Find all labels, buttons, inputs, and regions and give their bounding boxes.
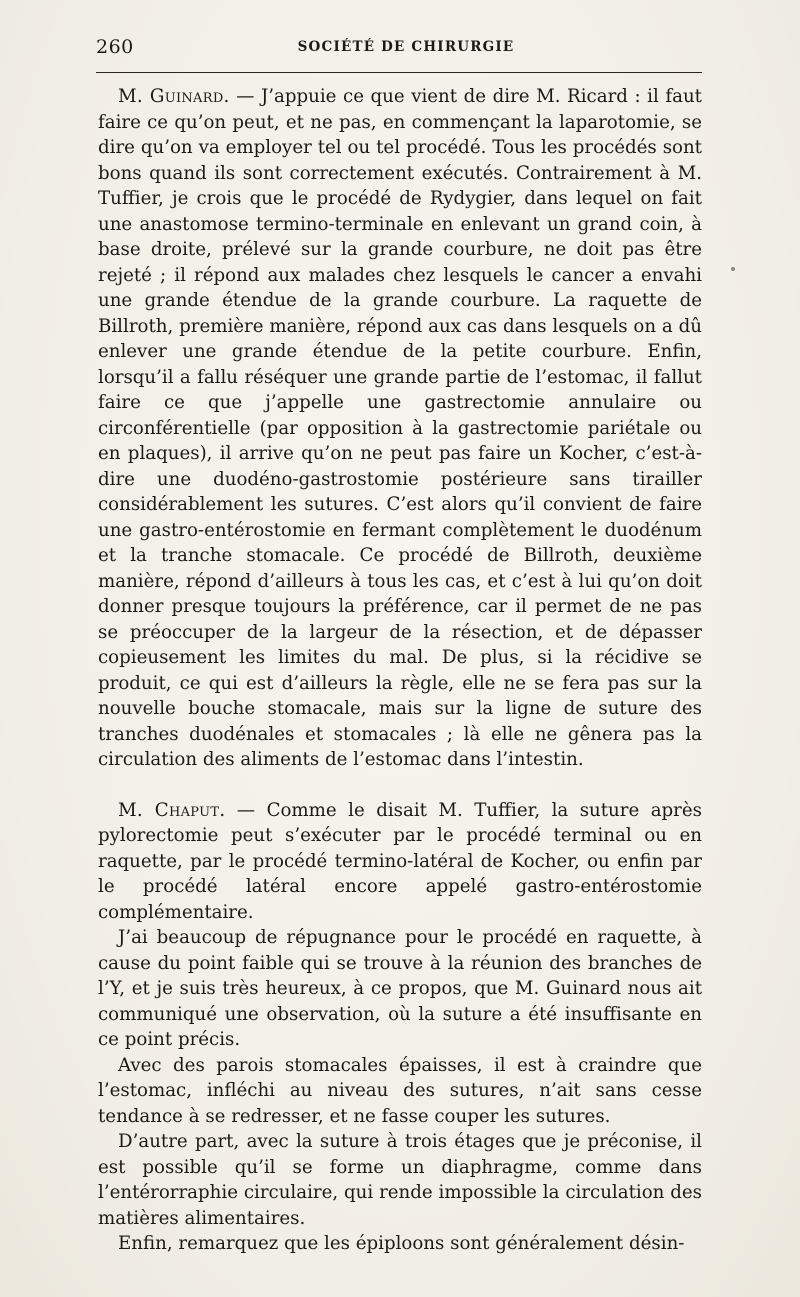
speaker-chaput: M. Chaput. — [118, 799, 226, 821]
guinard-speech: J’appuie ce que vient de dire M. Ricard : il faut faire ce qu’on peut, et ne pas, en commençant la laparotomie, se dire qu’on va employer tel ou tel procédé. Tous les procédés sont bons quand ils sont correctement exécutés. Contrairement à M. Tuffier, je crois que le procédé de Rydygier, dans lequel on fait une anastomose termino-terminale en enlevant un grand coin, à base droite, prélevé sur la grande courbure, ne doit pas être rejeté ; il répond aux malades chez lesquels le cancer a envahi une grande étendue de la grande courbure. La raquette de Billroth, première manière, répond aux cas dans lesquels on a dû enlever une grande étendue de la petite courbure. Enfin, lorsqu’il a fallu réséquer une grande partie de l’estomac, il fallut faire ce que j’appelle une gastrectomie annulaire ou circonférentielle (par opposition à la gastrectomie pariétale ou en plaques), il arrive qu’on ne peut pas faire un Kocher, c’est-à-dire une duodéno-gastrostomie postérieure sans tirailler considérablement les sutures. C’est alors qu’il convient de faire une gastro-entérostomie en fermant complètement le duodénum et la tranche stomacale. Ce procédé de Billroth, deuxième manière, répond d’ailleurs à tous les cas, et c’est à lui qu’on doit donner presque toujours la préférence, car il permet de ne pas se préoccuper de la largeur de la résection, et de dépasser copieusement les limites du mal. De plus, si la récidive se produit, ce qui est d’ailleurs la règle, elle ne se fera pas sur la nouvelle bouche stomacale, mais sur la ligne de suture des tranches duodénales et stomacales ; là elle ne gênera pas la circulation des aliments de l’estomac dans l’intestin. — [98, 86, 702, 770]
paragraph: Avec des parois stomacales épaisses, il est à craindre que l’estomac, infléchi au niveau des sutures, n’ait sans cesse tendance à se redresser, et ne fasse couper les sutures. — [98, 1054, 702, 1127]
page-header — [96, 36, 702, 66]
paragraph-chaput — [98, 798, 702, 926]
speaker-guinard: M. Guinard. — [118, 86, 230, 107]
body-text — [98, 84, 702, 1257]
header-rule — [96, 72, 702, 73]
paragraph: J’ai beaucoup de répugnance pour le procédé en raquette, à cause du point faible qui se trouve à la réunion des branches de l’Y, et je suis très heureux, à ce propos, que M. Guinard nous ait communiqué une observation, où la suture a été insuffisante en ce point précis. — [98, 927, 702, 1050]
chaput-speech: Comme le disait M. Tuffier, la suture après pylorectomie peut s’exécuter par le procédé terminal ou en raquette, par le procédé termino-latéral de Kocher, ou enfin par le procédé latéral encore appelé gastro-entérostomie complémentaire. — [98, 799, 702, 923]
dash-separator: — — [229, 86, 261, 107]
paragraph-guinard — [98, 84, 702, 773]
page-number: 260 — [96, 36, 134, 58]
paragraph: D’autre part, avec la suture à trois étages que je préconise, il est possible qu’il se forme un diaphragme, comme dans l’entérorraphie circulaire, qui rende impossible la circulation des matières alimentaires. — [98, 1131, 702, 1229]
margin-speck — [731, 267, 735, 271]
paragraph-last: Enfin, remarquez que les épiploons sont généralement désin- — [118, 1233, 685, 1254]
running-head: SOCIÉTÉ DE CHIRURGIE — [297, 39, 515, 55]
dash-separator: — — [225, 799, 267, 821]
